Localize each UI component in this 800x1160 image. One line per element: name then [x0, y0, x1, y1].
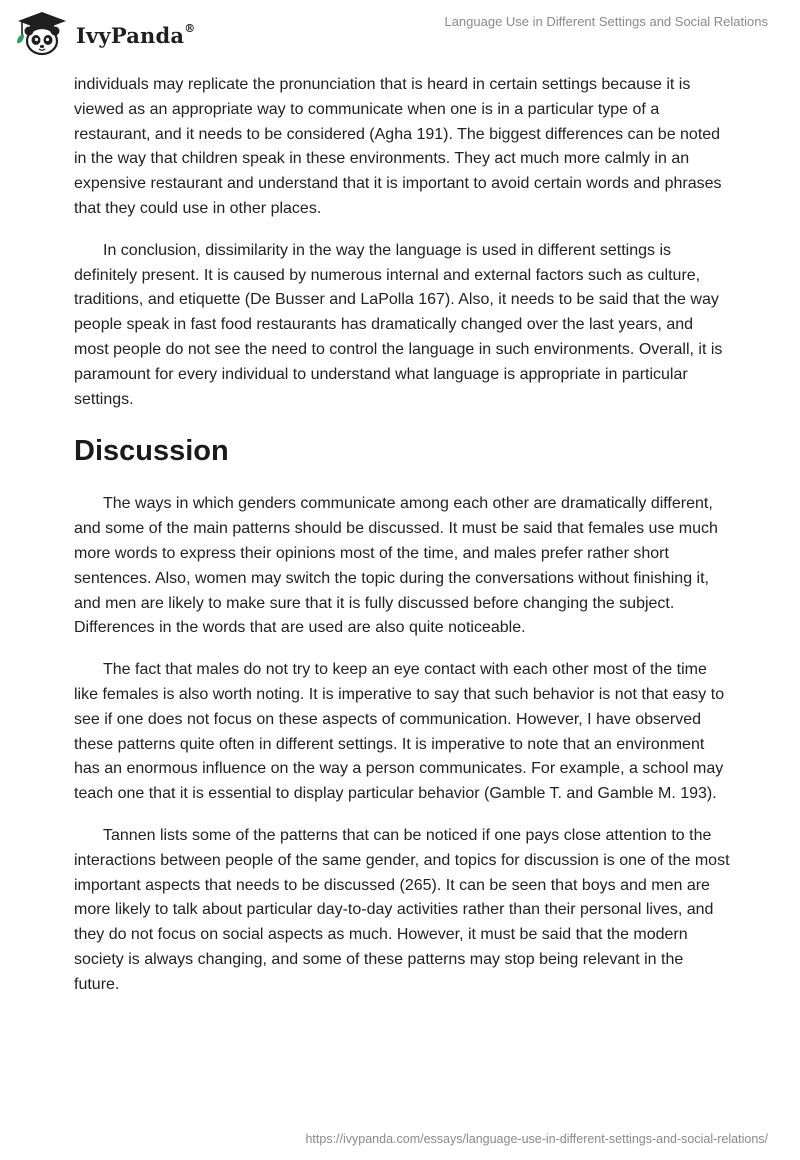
brand-name	[76, 23, 195, 48]
registered-mark: ®	[184, 21, 196, 35]
paragraph-conclusion: In conclusion, dissimilarity in the way the language is used in different settings is definitely present. It is caused by numerous internal and external factors such as culture, traditions, and etiquette (De Busser and LaPolla 167). Also, it needs to be said that the way people speak in fast food restaurants has dramatically changed over the last years, and most people do not see the need to control the language in such environments. Overall, it is paramount for every individual to understand what language is appropriate in particular settings.	[74, 241, 723, 408]
paragraph-discussion-1: The ways in which genders communicate among each other are dramatically different, and some of the main patterns should be discussed. It must be said that females use much more words to express their opinions most of the time, and males prefer rather short sentences. Also, women may switch the topic during the conversations without finishing it, and men are likely to make sure that it is fully discussed before changing the subject. Differences in the words that are used are also quite noticeable.	[74, 495, 718, 637]
paragraph-discussion-3: Tannen lists some of the patterns that can be noticed if one pays close attention to the interactions between people of the same gender, and topics for discussion is one of the most important aspects that needs to be discussed (265). It can be seen that boys and men are more likely to talk about particular day-to-day activities rather than their personal lives, and they do not focus on social aspects as much. However, it must be said that the modern society is always changing, and some of these patterns may stop being relevant in the future.	[74, 826, 730, 993]
source-url[interactable]: https://ivypanda.com/essays/language-use-in-different-settings-and-social-relations/	[305, 1132, 768, 1146]
ivypanda-logo[interactable]	[14, 10, 195, 58]
document-title: Language Use in Different Settings and Social Relations	[444, 14, 768, 29]
essay-body	[74, 73, 730, 1015]
section-heading-discussion: Discussion	[74, 435, 229, 468]
brand-name-text: IvyPanda	[76, 22, 185, 48]
paragraph-continued: individuals may replicate the pronunciation that is heard in certain settings because it is viewed as an appropriate way to communicate when one is in a particular type of a restaurant, and it needs to be considered (Agha 191). The biggest differences can be noted in the way that children speak in these environments. They act much more calmly in an expensive restaurant and understand that it is important to avoid certain words and phrases that they could use in other places.	[74, 76, 722, 217]
page-header	[0, 0, 800, 70]
panda-graduate-icon	[14, 10, 70, 58]
paragraph-discussion-2: The fact that males do not try to keep an eye contact with each other most of the time like females is also worth noting. It is imperative to say that such behavior is not that easy to see if one does not focus on these aspects of communication. However, I have observed these patterns quite often in different settings. It is imperative to note that an environment has an enormous influence on the way a person communicates. For example, a school may teach one that it is essential to display particular behavior (Gamble T. and Gamble M. 193).	[74, 661, 725, 803]
